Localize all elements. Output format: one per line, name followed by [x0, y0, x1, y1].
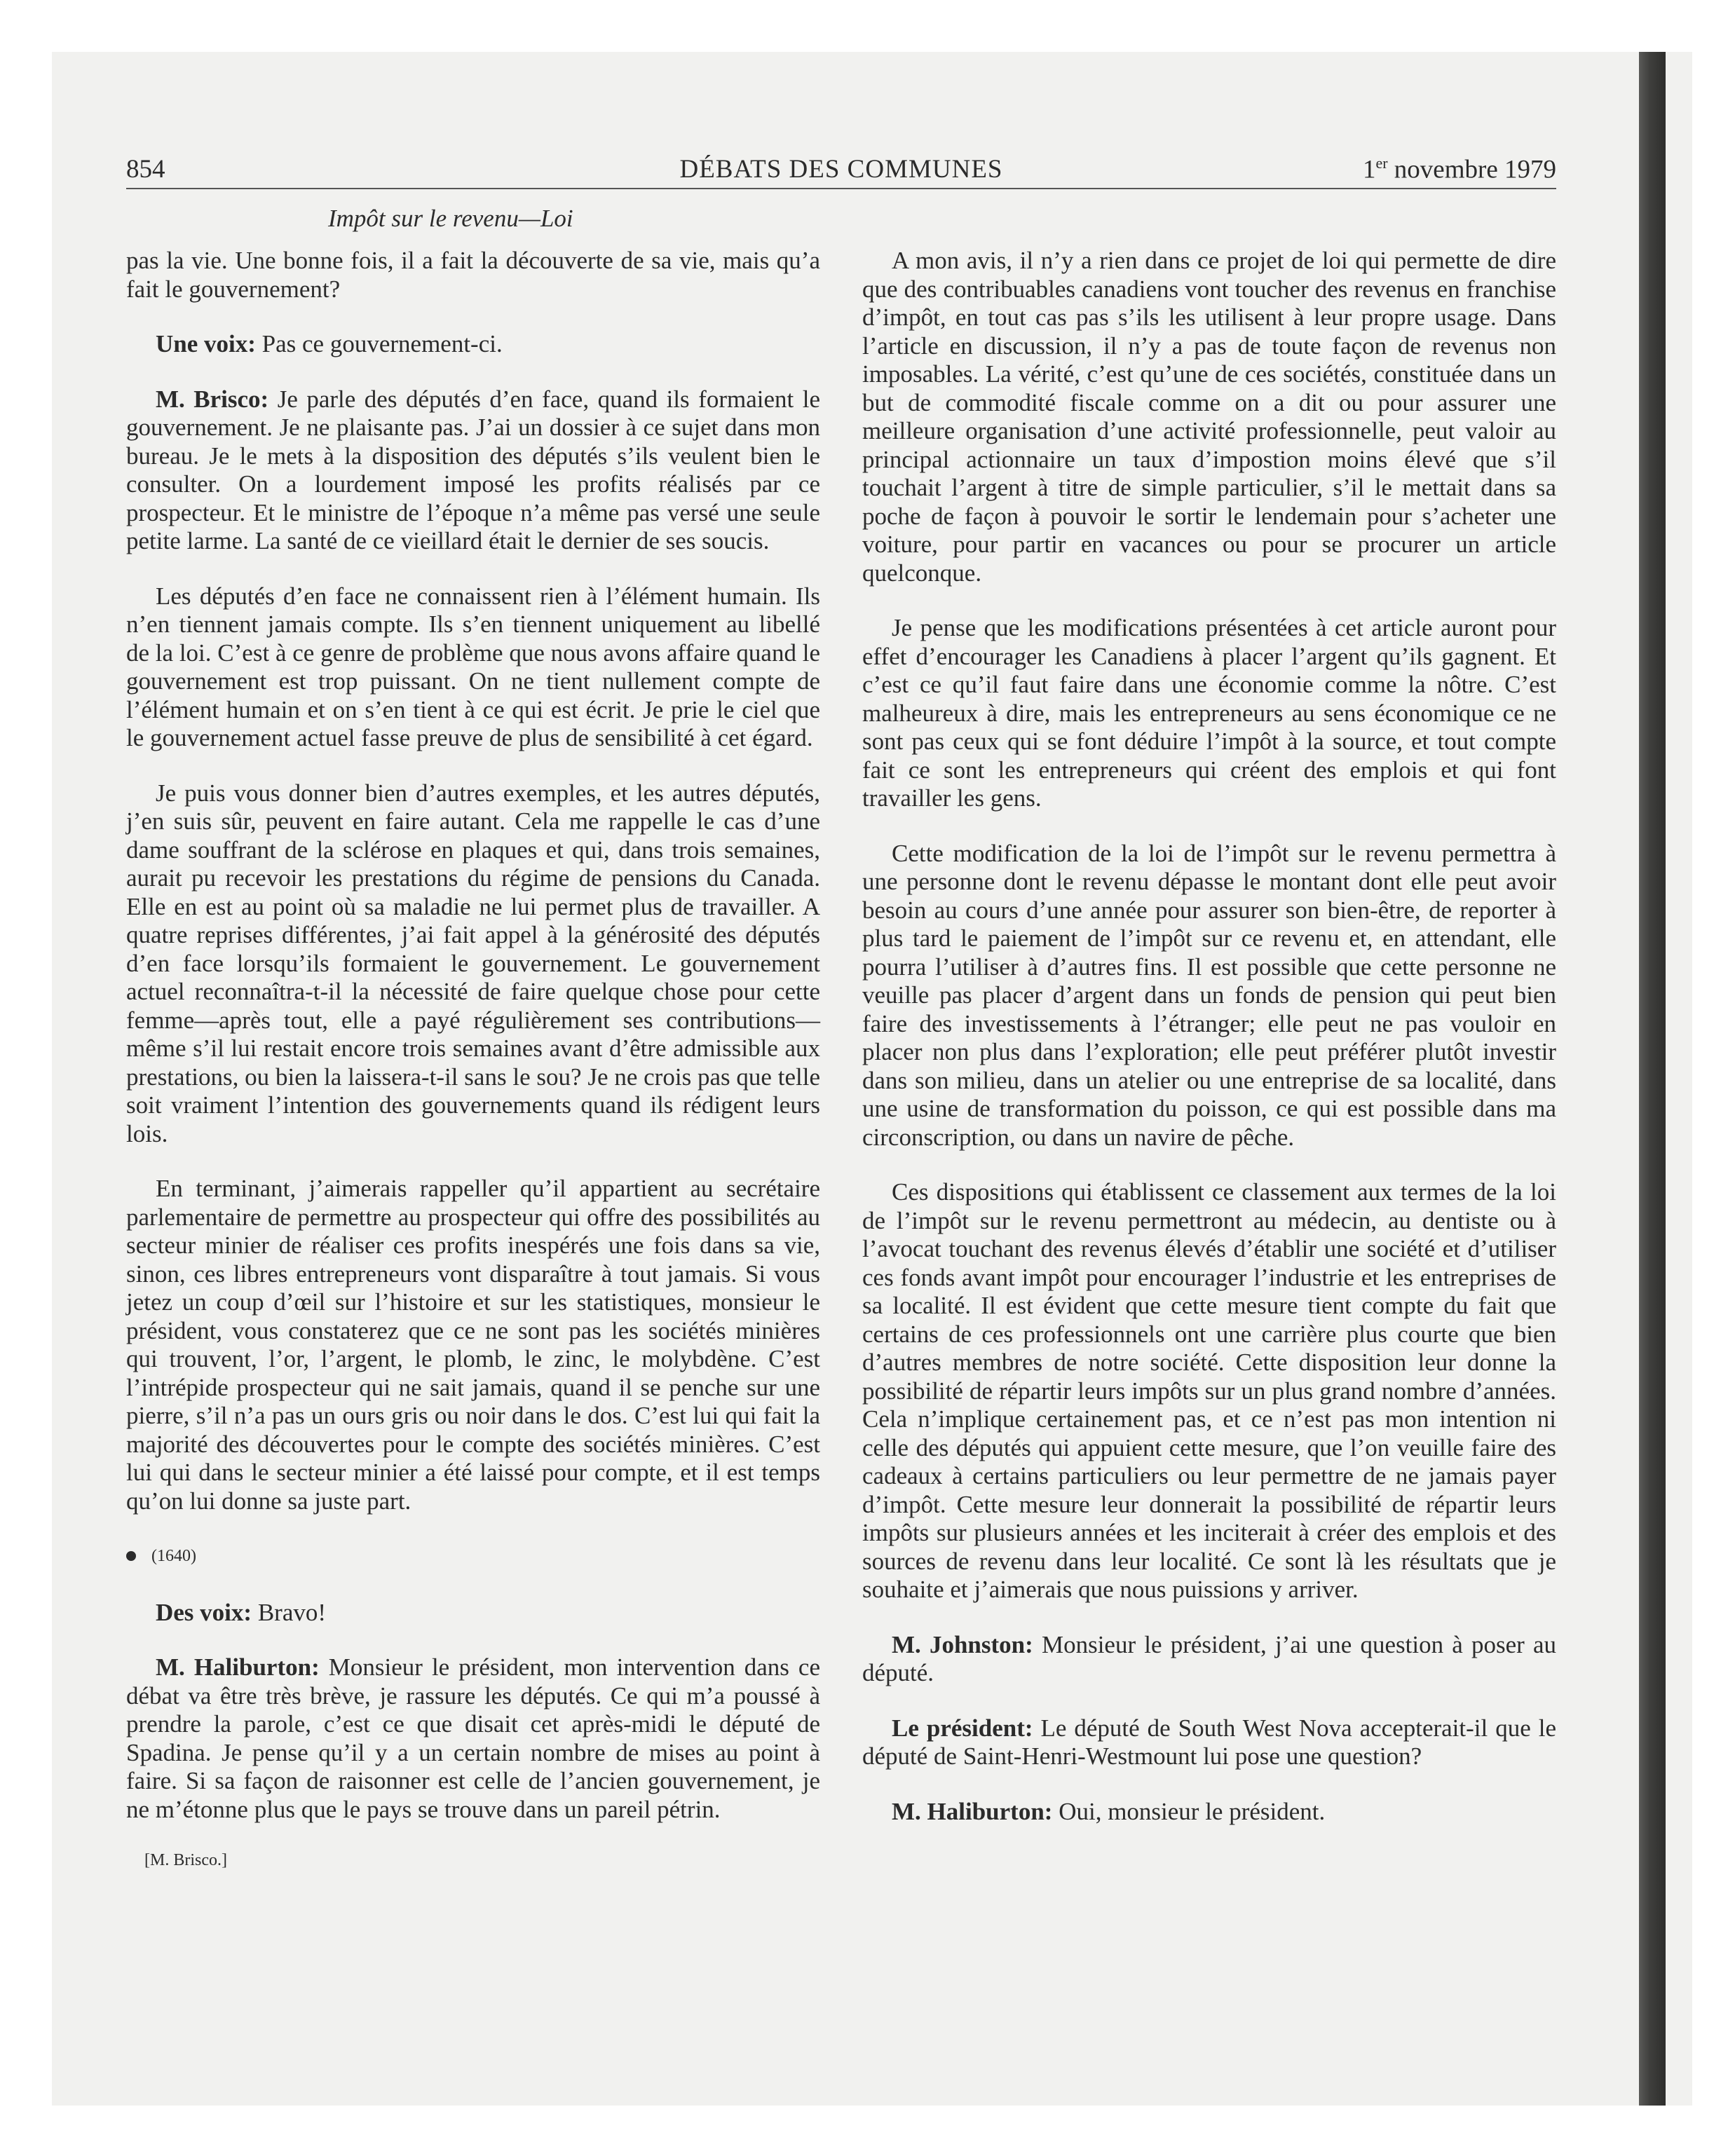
date-day: 1	[1362, 155, 1376, 184]
speech-text: Le député de South West Nova accepterait-il que le député de Saint-Henri-Westmount lui pose une question?	[862, 1714, 1556, 1770]
speech-paragraph	[126, 386, 820, 556]
time-marker	[126, 1542, 820, 1571]
speech-paragraph	[862, 1714, 1556, 1771]
scan-edge-shadow	[1639, 52, 1666, 2106]
speaker-name: Des voix:	[156, 1598, 252, 1626]
speech-text: Monsieur le président, mon intervention dans ce débat va être très brève, je rassure les députés. Ce qui m’a poussé à prendre la parole, c’est ce que disait cet après-midi le député de Spadina. Je pense qu’il y a un certain nombre de mises au point à faire. Si sa façon de raisonner est celle de l’ancien gouvernement, je ne m’étonne plus que le pays se trouve dans un pareil pétrin.	[126, 1653, 820, 1823]
page-header	[126, 154, 1556, 189]
speaker-name: M. Haliburton:	[156, 1653, 320, 1681]
left-column	[126, 247, 820, 1875]
speech-text: Pas ce gouvernement-ci.	[255, 330, 503, 357]
speaker-name: Le président:	[892, 1714, 1033, 1742]
speaker-name: M. Haliburton:	[892, 1797, 1053, 1825]
paragraph: pas la vie. Une bonne fois, il a fait la découverte de sa vie, mais qu’a fait le gouvernement?	[126, 247, 820, 303]
speech-text: Je parle des députés d’en face, quand ils formaient le gouvernement. Je ne plaisante pas. J’ai un dossier à ce sujet dans mon bureau. Je le mets à la disposition des députés s’ils veulent bien le consulter. On a lourdement imposé les profits réalisés par ce prospecteur. Et le ministre de l’époque n’a même pas versé une seule petite larme. La santé de ce vieillard était le dernier de ses soucis.	[126, 385, 820, 554]
speech-paragraph	[126, 1599, 820, 1628]
paragraph: En terminant, j’aimerais rappeller qu’il appartient au secrétaire parlementaire de permettre au prospecteur qui offre des possibilités au secteur minier de réaliser ces profits inespérés une fois dans sa vie, sinon, ces libres entrepreneurs vont disparaître à tout jamais. Si vous jetez un coup d’œil sur l’histoire et sur les statistiques, monsieur le président, vous constaterez que ce ne sont pas les sociétés minières qui trouvent, l’or, l’argent, le plomb, le zinc, le molybdène. C’est l’intrépide prospecteur qui ne sait jamais, quand il se penche sur une pierre, s’il n’a pas un ours gris ou noir dans le dos. C’est lui qui fait la majorité des découvertes pour le compte des sociétés minières. C’est lui qui dans le secteur minier a été laissé pour compte, et il est temps qu’on lui donne sa juste part.	[126, 1175, 820, 1515]
publication-title: DÉBATS DES COMMUNES	[679, 155, 1003, 184]
speech-paragraph	[862, 1631, 1556, 1688]
speech-paragraph	[126, 330, 820, 359]
speaker-name: M. Brisco:	[156, 385, 269, 413]
right-column	[862, 247, 1556, 1853]
header-rule	[126, 188, 1556, 189]
bullet-icon	[126, 1551, 136, 1561]
date-ordinal-suffix: er	[1375, 154, 1388, 172]
speech-paragraph	[862, 1798, 1556, 1827]
paragraph: A mon avis, il n’y a rien dans ce projet de loi qui permette de dire que des contribuables canadiens vont toucher des revenus en franchise d’impôt, en tout cas pas s’ils les utilisent à leur propre usage. Dans l’article en discussion, il n’y a pas de toute façon de revenus non imposables. La vérité, c’est qu’une de ces sociétés, constituée dans un but de commodité fiscale comme on a dit ou pour assurer une meilleure organisation d’une activité professionnelle, peut valoir au principal actionnaire un taux d’impostion moins élevé que s’il touchait l’argent à titre de simple particulier, s’il le mettait dans sa poche de façon à pouvoir le sortir le lendemain pour s’acheter une voiture, pour partir en vacances ou pour se procurer un article quelconque.	[862, 247, 1556, 587]
speech-paragraph	[126, 1653, 820, 1824]
time-marker-label: (1640)	[151, 1547, 196, 1565]
speaker-name: M. Johnston:	[892, 1630, 1033, 1658]
speech-text: Monsieur le président, j’ai une question à poser au député.	[862, 1630, 1556, 1686]
paragraph: Ces dispositions qui établissent ce classement aux termes de la loi de l’impôt sur le revenu permettront au médecin, au dentiste ou à l’avocat touchant des revenus élevés d’établir une société et d’utiliser ces fonds avant impôt pour encourager l’industrie et les entreprises de sa localité. Il est évident que cette mesure tient compte du fait que certains de ces professionnels ont une carrière plus courte que bien d’autres membres de notre société. Cette disposition leur donne la possibilité de répartir leurs impôts sur un plus grand nombre d’années. Cela n’implique certainement pas, et ce n’est pas mon intention ni celle des députés qui appuient cette mesure, que l’on veuille faire des cadeaux à certains particuliers ou leur permettre de ne jamais payer d’impôt. Cette mesure leur donnerait la possibilité de répartir leurs impôts sur plusieurs années et les inciterait à créer des emplois et des sources de revenu dans leur localité. Ce sont là les résultats que je souhaite et j’aimerais que nous puissions y arriver.	[862, 1178, 1556, 1603]
speaker-name: Une voix:	[156, 330, 256, 357]
date-month-year: novembre 1979	[1387, 155, 1556, 184]
speech-text: Oui, monsieur le président.	[1052, 1797, 1326, 1825]
paragraph: Les députés d’en face ne connaissent rien à l’élément humain. Ils n’en tiennent jamais compte. Ils s’en tiennent uniquement au libellé de la loi. C’est à ce genre de problème que nous avons affaire quand le gouvernement est trop puissant. On ne tient nullement compte de l’élément humain et on s’en tient à ce qui est écrit. Je prie le ciel que le gouvernement actuel fasse preuve de plus de sensibilité à cet égard.	[126, 582, 820, 751]
paragraph: Je puis vous donner bien d’autres exemples, et les autres députés, j’en suis sûr, peuvent en faire autant. Cela me rappelle le cas d’une dame souffrant de la sclérose en plaques et qui, dans trois semaines, aurait pu recevoir les prestations du régime de pensions du Canada. Elle en est au point où sa maladie ne lui permet plus de travailler. A quatre reprises différentes, j’ai fait appel à la générosité des députés d’en face lorsqu’ils formaient le gouvernement. Le gouvernement actuel reconnaîtra-t-il la nécessité de faire quelque chose pour cette femme—après tout, elle a payé régulièrement ses contributions—même s’il lui restait encore trois semaines avant d’être admissible aux prestations, ou bien la laissera-t-il sans le sou? Je ne crois pas que telle soit vraiment l’intention des gouvernements quand ils rédigent leurs lois.	[126, 779, 820, 1147]
running-title: Impôt sur le revenu—Loi	[328, 205, 573, 232]
speech-text: Bravo!	[252, 1598, 327, 1626]
speaker-attribution: [M. Brisco.]	[144, 1851, 227, 1869]
paragraph: Cette modification de la loi de l’impôt sur le revenu permettra à une personne dont le revenu dépasse le montant dont elle peut avoir besoin au cours d’une année pour assurer son bien-être, de reporter à plus tard le paiement de l’impôt sur ce revenu et, en attendant, elle pourra l’utiliser à d’autres fins. Il est possible que cette personne ne veuille pas placer d’argent dans un fonds de pension qui peut bien faire des investissements à l’étranger; elle peut ne pas vouloir en placer non plus dans l’exploration; elle peut préférer plutôt investir dans son milieu, dans un atelier ou une entreprise de sa localité, dans une usine de transformation du poisson, ce qui est possible dans ma circonscription, ou dans un navire de pêche.	[862, 839, 1556, 1151]
paragraph: Je pense que les modifications présentées à cet article auront pour effet d’encourager les Canadiens à placer l’argent qu’ils gagnent. Et c’est ce qu’il faut faire dans une économie comme la nôtre. C’est malheureux à dire, mais les entrepreneurs au sens économique ce ne sont pas ceux qui se font déduire l’impôt à la source, et tout compte fait ce sont les entrepreneurs qui créent des emplois et qui font travailler les gens.	[862, 614, 1556, 812]
page-number: 854	[126, 155, 165, 184]
publication-date	[1363, 154, 1556, 184]
